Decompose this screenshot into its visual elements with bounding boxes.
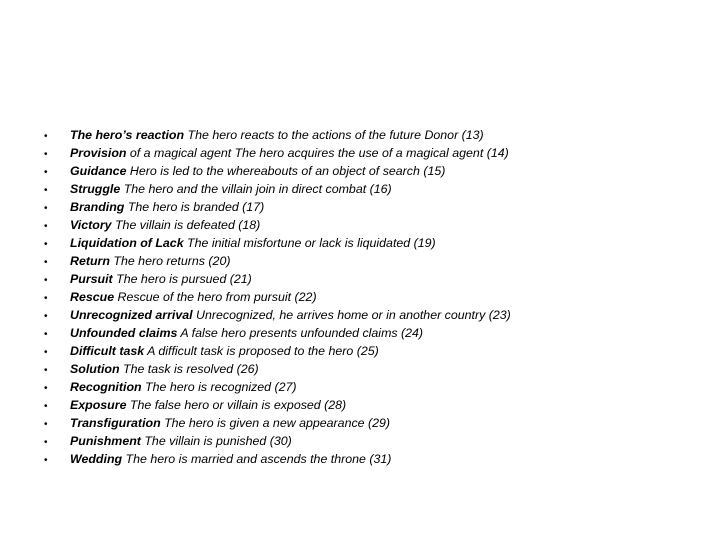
bullet-icon: • (44, 455, 48, 466)
bullet-icon: • (44, 329, 48, 340)
bullet-icon: • (44, 365, 48, 376)
item-description: The hero is given a new appearance (29) (160, 416, 391, 430)
item-text (70, 378, 297, 396)
item-text (70, 180, 392, 198)
item-description: Rescue of the hero from pursuit (22) (114, 290, 317, 304)
item-description: Hero is led to the whereabouts of an object of search (15) (126, 164, 446, 178)
item-description: The initial misfortune or lack is liquidated (19) (183, 236, 436, 250)
item-term: Liquidation of Lack (70, 236, 184, 250)
item-text (70, 144, 509, 162)
bullet-icon: • (44, 311, 48, 322)
list-item (44, 306, 684, 324)
item-text (70, 396, 346, 414)
item-term: Solution (70, 362, 120, 376)
item-text (70, 288, 317, 306)
item-text (70, 216, 260, 234)
item-text (70, 234, 436, 252)
item-term: Branding (70, 200, 125, 214)
list-item (44, 450, 684, 468)
list-item (44, 216, 684, 234)
item-term: Rescue (70, 290, 115, 304)
bullet-icon: • (44, 131, 48, 142)
list-item (44, 162, 684, 180)
bullet-icon: • (44, 149, 48, 160)
item-term: Return (70, 254, 110, 268)
bullet-icon: • (44, 221, 48, 232)
bullet-icon: • (44, 437, 48, 448)
list-item (44, 288, 684, 306)
bullet-icon: • (44, 167, 48, 178)
item-term: Pursuit (70, 272, 113, 286)
item-description: The hero and the villain join in direct combat (16) (120, 182, 392, 196)
bullet-icon: • (44, 257, 48, 268)
item-term: Difficult task (70, 344, 145, 358)
item-description: The hero reacts to the actions of the future Donor (13) (184, 128, 484, 142)
item-term: Transfiguration (70, 416, 161, 430)
list-item (44, 180, 684, 198)
item-term: Unfounded claims (70, 326, 178, 340)
bullet-icon: • (44, 401, 48, 412)
list-item (44, 324, 684, 342)
bullet-icon: • (44, 383, 48, 394)
item-text (70, 126, 484, 144)
item-text (70, 198, 264, 216)
bullet-icon: • (44, 347, 48, 358)
item-description: The hero is branded (17) (124, 200, 265, 214)
item-text (70, 270, 252, 288)
item-text (70, 414, 390, 432)
item-text (70, 324, 423, 342)
item-term: Recognition (70, 380, 142, 394)
list-item (44, 234, 684, 252)
list-item (44, 198, 684, 216)
item-text (70, 360, 259, 378)
item-text (70, 252, 230, 270)
bullet-icon: • (44, 203, 48, 214)
item-description: The false hero or villain is exposed (28) (126, 398, 347, 412)
item-term: Unrecognized arrival (70, 308, 193, 322)
item-text (70, 342, 379, 360)
item-text (70, 432, 292, 450)
bullet-icon: • (44, 419, 48, 430)
bullet-icon: • (44, 293, 48, 304)
item-description: The villain is defeated (18) (111, 218, 261, 232)
item-description: A false hero presents unfounded claims (24) (177, 326, 424, 340)
bullet-icon: • (44, 185, 48, 196)
item-term: Victory (70, 218, 112, 232)
item-description: The hero is recognized (27) (141, 380, 297, 394)
list-item (44, 378, 684, 396)
list-item (44, 360, 684, 378)
item-description: Unrecognized, he arrives home or in another country (23) (192, 308, 511, 322)
list-item (44, 270, 684, 288)
item-term: Guidance (70, 164, 127, 178)
item-term: Wedding (70, 452, 123, 466)
bullet-list (44, 126, 684, 468)
list-item (44, 252, 684, 270)
item-term: Exposure (70, 398, 127, 412)
item-text (70, 306, 511, 324)
item-description: of a magical agent The hero acquires the use of a magical agent (14) (126, 146, 509, 160)
list-item (44, 144, 684, 162)
item-term: Struggle (70, 182, 121, 196)
item-term: Punishment (70, 434, 141, 448)
list-item (44, 342, 684, 360)
list-item (44, 126, 684, 144)
item-text (70, 162, 445, 180)
list-item (44, 396, 684, 414)
item-term: Provision (70, 146, 127, 160)
list-item (44, 414, 684, 432)
item-description: The villain is punished (30) (140, 434, 292, 448)
item-term: The hero’s reaction (70, 128, 185, 142)
item-description: The hero is married and ascends the throne (31) (122, 452, 392, 466)
item-description: The hero returns (20) (109, 254, 231, 268)
bullet-icon: • (44, 275, 48, 286)
bullet-icon: • (44, 239, 48, 250)
item-text (70, 450, 391, 468)
item-description: The hero is pursued (21) (112, 272, 252, 286)
list-item (44, 432, 684, 450)
item-description: A difficult task is proposed to the hero (25) (144, 344, 379, 358)
item-description: The task is resolved (26) (119, 362, 259, 376)
